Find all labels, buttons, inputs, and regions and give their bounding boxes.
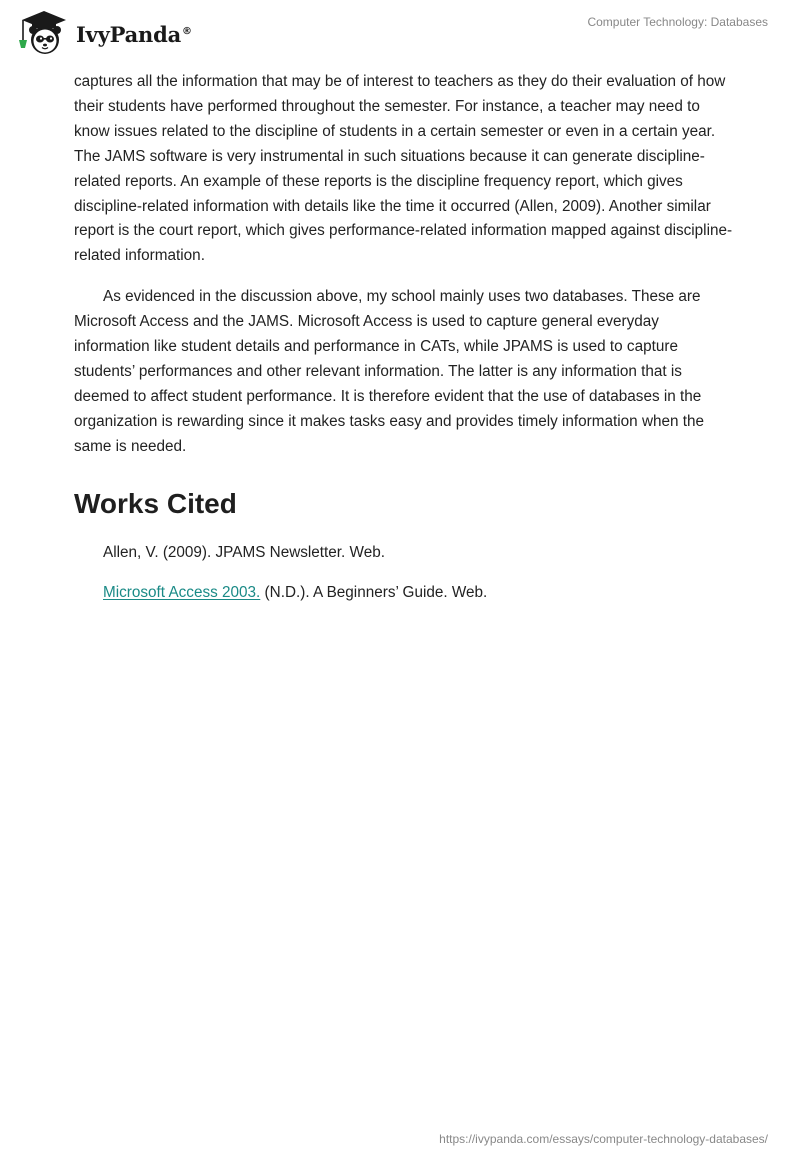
essay-content: [74, 70, 734, 604]
body-paragraph-continuation: captures all the information that may be of interest to teachers as they do their evaluation of how their students have performed throughout the semester. For instance, a teacher may need to know issues related to the discipline of students in a certain semester or even in a certain year. The JAMS software is very instrumental in such situations because it can generate discipline-related reports. An example of these reports is the discipline frequency report, which gives discipline-related information with details like the time it occurred (Allen, 2009). Another similar report is the court report, which gives performance-related information mapped against discipline-related information.: [74, 73, 733, 265]
page-header: [0, 0, 800, 70]
footer-url[interactable]: https://ivypanda.com/essays/computer-technology-databases/: [439, 1132, 768, 1146]
citation-rest: (N.D.). A Beginners’ Guide. Web.: [260, 583, 488, 601]
running-title: Computer Technology: Databases: [587, 15, 768, 29]
works-cited-list: [74, 542, 734, 604]
citation-entry: [74, 582, 734, 604]
panda-graduate-icon: [14, 8, 74, 58]
logo-wordmark: IvyPanda®: [76, 21, 192, 47]
citation-link[interactable]: Microsoft Access 2003.: [103, 583, 261, 601]
works-cited-heading: Works Cited: [74, 487, 237, 519]
ivypanda-logo[interactable]: [14, 8, 192, 58]
body-paragraph-conclusion: As evidenced in the discussion above, my school mainly uses two databases. These are Microsoft Access and the JAMS. Microsoft Access is used to capture general everyday information like student details and performance in CATs, while JPAMS is used to capture students’ performances and other relevant information. The latter is any information that is deemed to affect student performance. It is therefore evident that the use of databases in the organization is rewarding since it makes tasks easy and provides timely information when the same is needed.: [74, 288, 705, 455]
citation-entry: Allen, V. (2009). JPAMS Newsletter. Web.: [103, 543, 385, 561]
registered-mark: ®: [182, 25, 192, 37]
